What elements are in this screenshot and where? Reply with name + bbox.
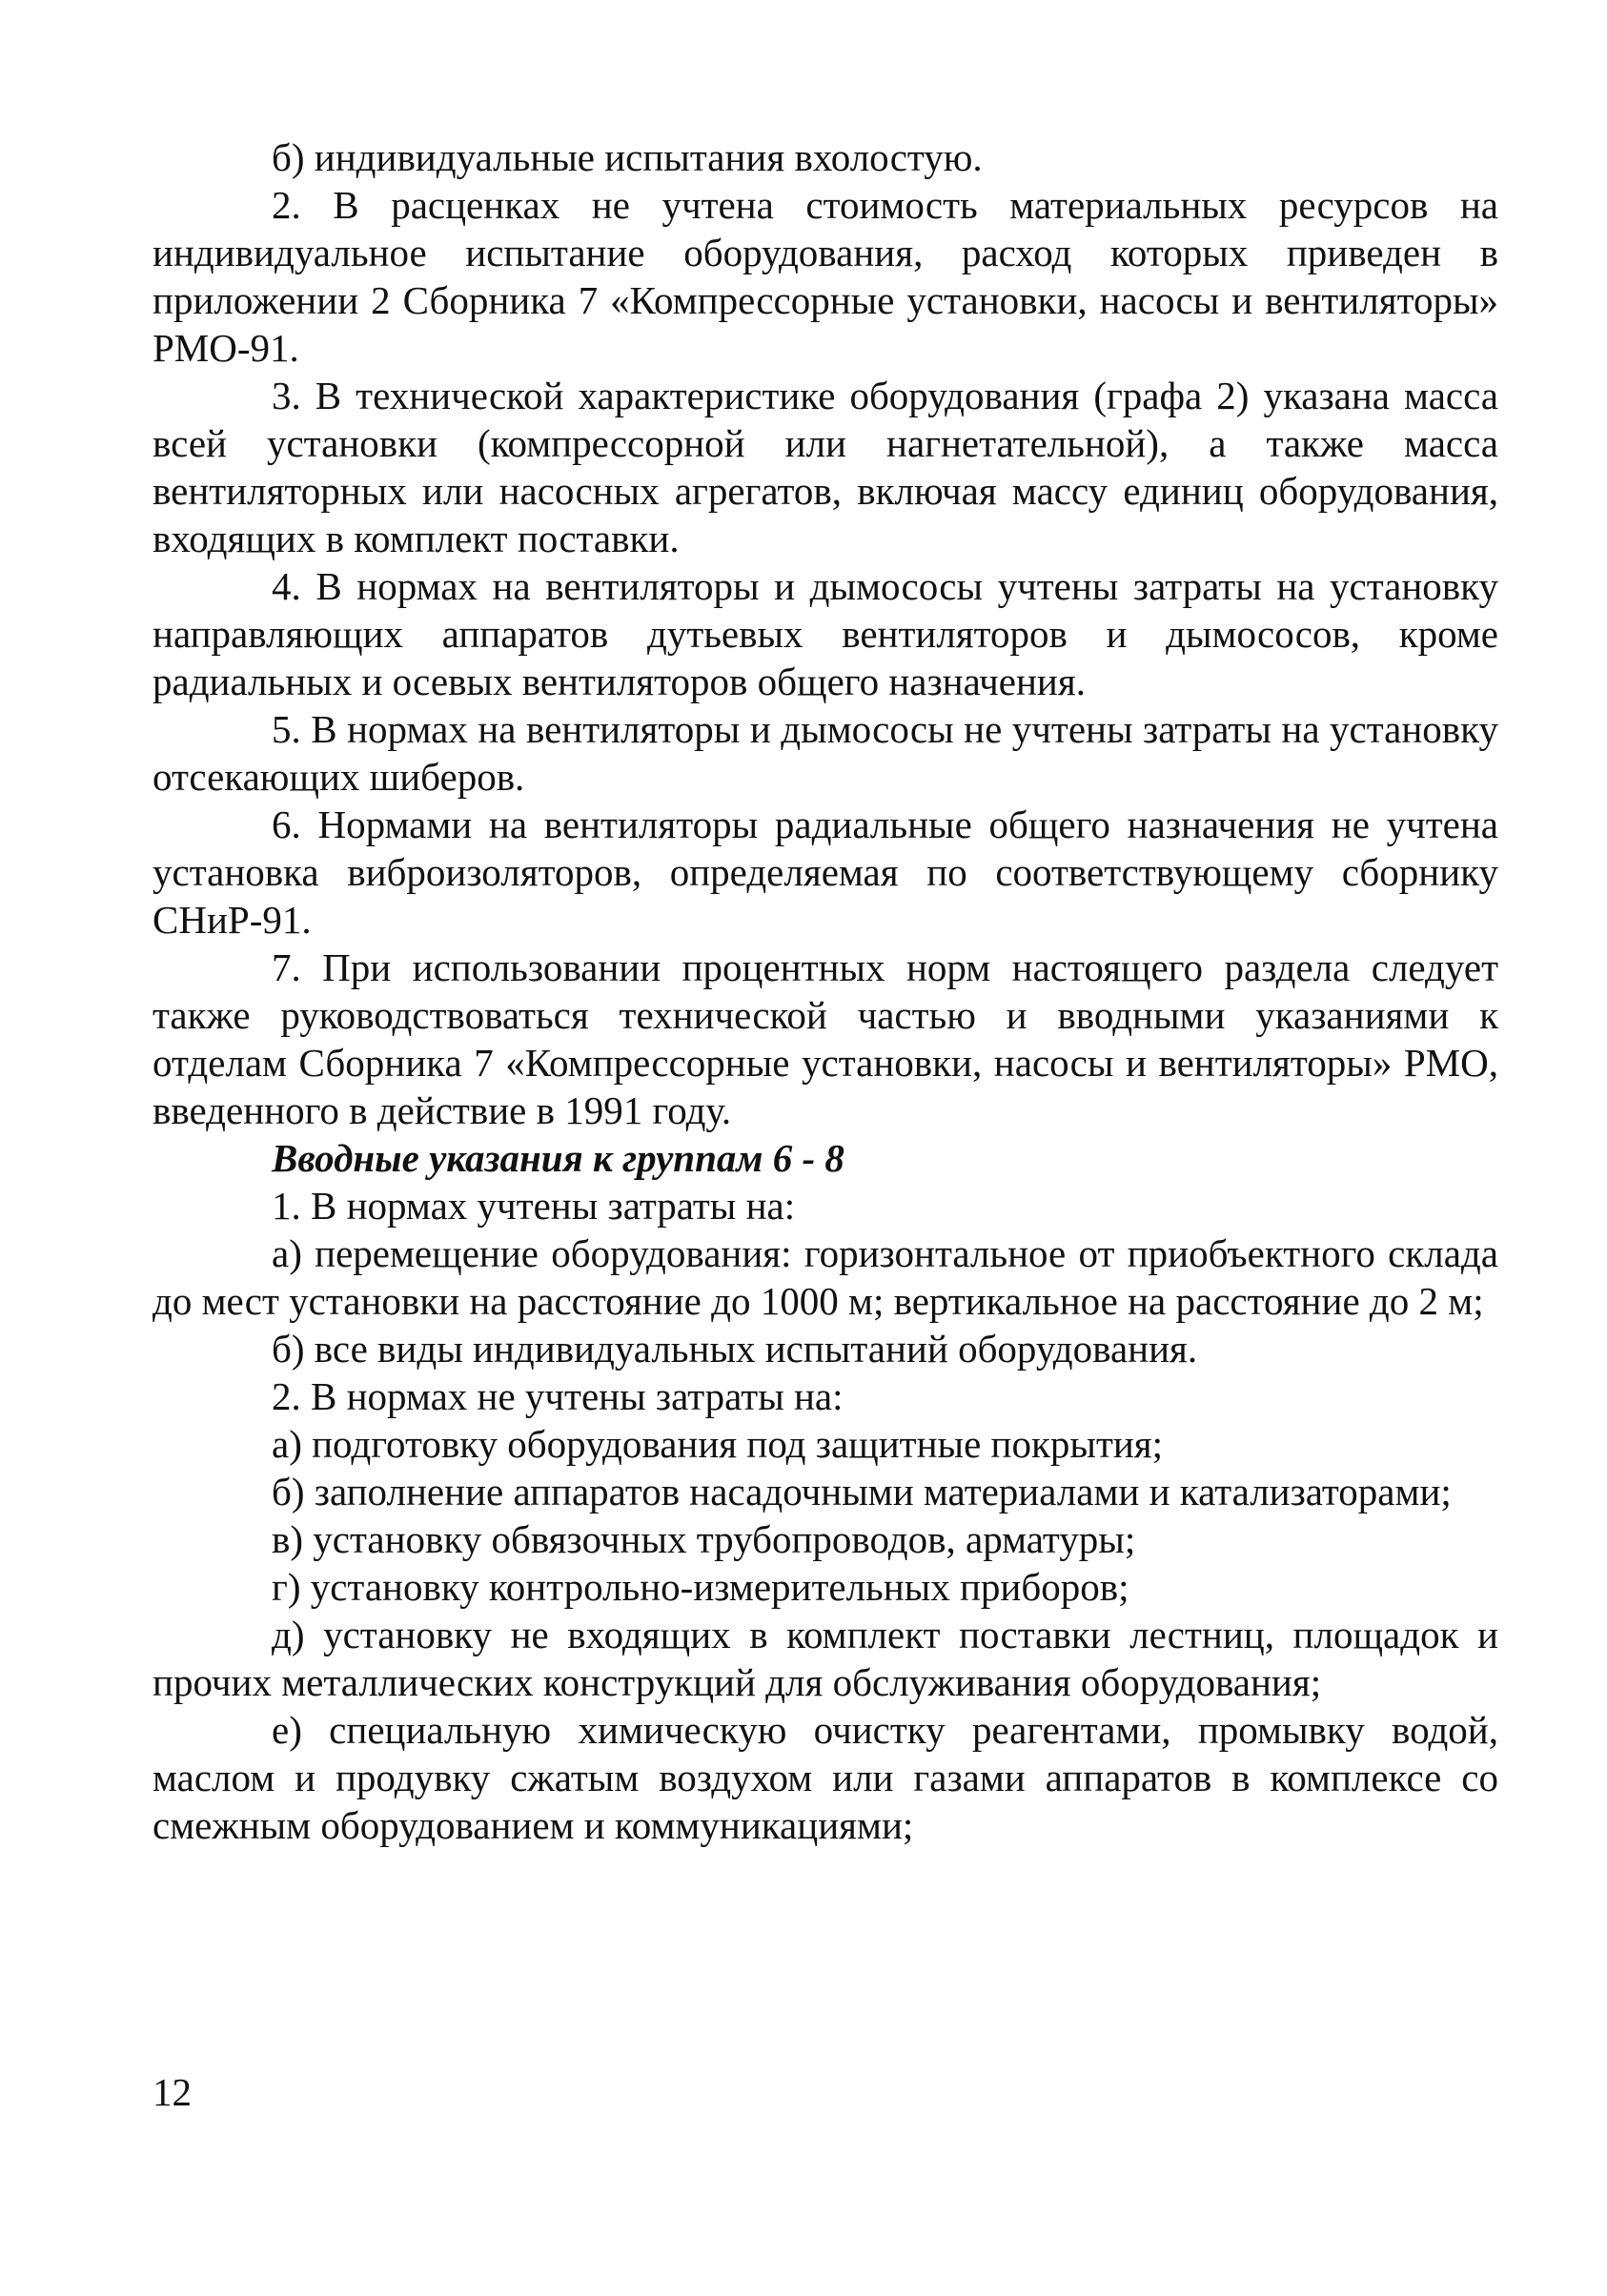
item-2a-protective-coatings: а) подготовку оборудования под защитные покрытия; [272,1422,1164,1466]
page-number: 12 [153,2070,192,2114]
item-1a-equipment-movement: а) перемещение оборудования: горизонтальное от приобъектного склада до мест установки на расстояние до 1000 м; вертикальное на расстояние до 2 м; [153,1231,1498,1323]
item-2d-ladders-platforms: д) установку не входящих в комплект поставки лестниц, площадок и прочих металлических конструкций для обслуживания оборудования; [153,1613,1498,1704]
item-2b-packing-catalysts: б) заполнение аппаратов насадочными материалами и катализаторами; [272,1470,1452,1514]
paragraph-7-percentage-norms: 7. При использовании процентных норм настоящего раздела следует также руководствоваться технической частью и вводными указаниями к отделам Сборника 7 «Компрессорные установки, насосы и вентиляторы» РМО, введенного в действие в 1991 году. [153,945,1498,1132]
item-2e-chemical-cleaning: е) специальную химическую очистку реагентами, промывку водой, маслом и продувку сжатым воздухом или газами аппаратов в комплексе со смежным оборудованием и коммуникациями; [153,1708,1498,1847]
item-2v-piping-fittings: в) установку обвязочных трубопроводов, арматуры; [272,1517,1136,1561]
page-body [153,133,1498,1849]
paragraph-6-vibration-isolators: 6. Нормами на вентиляторы радиальные общего назначения не учтена установка виброизоляторов, определяемая по соответствующему сборнику СНиР-91. [153,803,1498,942]
paragraph-3-technical-characteristics: 3. В технической характеристике оборудования (графа 2) указана масса всей установки (компрессорной или нагнетательной), а также масса вентиляторных или насосных агрегатов, включая массу единиц оборудования, входящих в комплект поставки. [153,374,1498,560]
paragraph-b-idle-tests: б) индивидуальные испытания вхолостую. [272,135,983,179]
item-2g-instrumentation: г) установку контрольно-измерительных приборов; [272,1565,1129,1609]
paragraph-5-shutoff-gates: 5. В нормах на вентиляторы и дымососы не учтены затраты на установку отсекающих шиберов. [153,707,1498,799]
item-1-costs-included: 1. В нормах учтены затраты на: [272,1184,796,1228]
item-1b-individual-tests: б) все виды индивидуальных испытаний оборудования. [272,1327,1198,1371]
paragraph-4-guide-vanes: 4. В нормах на вентиляторы и дымососы учтены затраты на установку направляющих аппаратов дутьевых вентиляторов и дымососов, кроме радиальных и осевых вентиляторов общего назначения. [153,564,1498,703]
item-2-costs-not-included: 2. В нормах не учтены затраты на: [272,1374,844,1418]
section-heading: Вводные указания к группам 6 - 8 [272,1136,844,1180]
paragraph-2-material-costs: 2. В расценках не учтена стоимость материальных ресурсов на индивидуальное испытание оборудования, расход которых приведен в приложении 2 Сборника 7 «Компрессорные установки, насосы и вентиляторы» РМО-91. [153,183,1498,370]
